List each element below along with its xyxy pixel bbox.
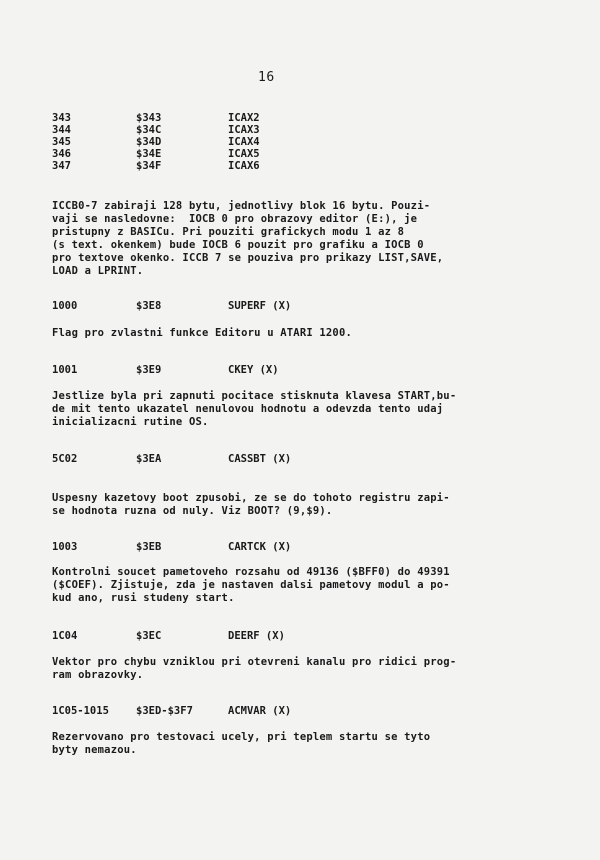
entry-name: SUPERF (X) <box>228 300 292 312</box>
entry-hex: $3E8 <box>136 300 162 312</box>
register-dec: 344 <box>52 124 71 136</box>
entry-description: Vektor pro chybu vzniklou pri otevreni kanalu pro ridici prog- ram obrazovky. <box>52 656 457 681</box>
entry-header <box>52 630 285 642</box>
entry-name: CASSBT (X) <box>228 453 292 465</box>
entry-name: DEERF (X) <box>228 630 285 642</box>
page-number: 16 <box>258 70 275 85</box>
register-row <box>52 160 260 172</box>
entry-description: Flag pro zvlastni funkce Editoru u ATARI 1200. <box>52 327 352 339</box>
register-name: ICAX3 <box>228 124 260 136</box>
entry-hex: $3EC <box>136 630 162 642</box>
entry-header <box>52 705 291 717</box>
register-row <box>52 124 260 136</box>
entry-header <box>52 300 291 312</box>
entry-dec: 5C02 <box>52 453 78 465</box>
register-hex: $34F <box>136 160 162 172</box>
entry-dec: 1C04 <box>52 630 78 642</box>
register-hex: $34D <box>136 136 162 148</box>
entry-dec: 1000 <box>52 300 78 312</box>
entry-header <box>52 541 291 553</box>
register-hex: $34C <box>136 124 162 136</box>
register-row <box>52 148 260 160</box>
register-table <box>52 112 260 172</box>
entry-header <box>52 364 279 376</box>
entry-name: ACMVAR (X) <box>228 705 292 717</box>
entry-description: Rezervovano pro testovaci ucely, pri teplem startu se tyto byty nemazou. <box>52 731 431 756</box>
register-name: ICAX5 <box>228 148 260 160</box>
entry-dec: 1001 <box>52 364 78 376</box>
entry-header <box>52 453 291 465</box>
register-name: ICAX6 <box>228 160 260 172</box>
register-dec: 345 <box>52 136 71 148</box>
entry-hex: $3EB <box>136 541 162 553</box>
register-name: ICAX4 <box>228 136 260 148</box>
entry-description: Uspesny kazetovy boot zpusobi, ze se do tohoto registru zapi- se hodnota ruzna od nuly. Viz BOOT? (9,$9). <box>52 492 450 517</box>
register-dec: 343 <box>52 112 71 124</box>
register-dec: 347 <box>52 160 71 172</box>
register-hex: $343 <box>136 112 162 124</box>
entry-hex: $3ED-$3F7 <box>136 705 193 717</box>
intro-paragraph: ICCB0-7 zabiraji 128 bytu, jednotlivy blok 16 bytu. Pouzi- vaji se nasledovne: IOCB 0 pro obrazovy editor (E:), je pristupny z BASICu. Pri pouziti grafickych modu 1 az 8 (s text. okenkem) bude IOCB 6 pouzit pro grafiku a IOCB 0 pro textove okenko. ICCB 7 se pouziva pro prikazy LIST,SAVE, LOAD a LPRINT. <box>52 200 444 277</box>
entry-dec: 1003 <box>52 541 78 553</box>
entry-hex: $3EA <box>136 453 162 465</box>
entry-description: Kontrolni soucet pametoveho rozsahu od 49136 ($BFF0) do 49391 ($COEF). Zjistuje, zda je nastaven dalsi pametovy modul a po- kud ano, rusi studeny start. <box>52 566 450 604</box>
register-hex: $34E <box>136 148 162 160</box>
entry-description: Jestlize byla pri zapnuti pocitace stisknuta klavesa START,bu- de mit tento ukazatel nenulovou hodnotu a odevzda tento udaj inicializacni rutine OS. <box>52 390 457 428</box>
entry-name: CKEY (X) <box>228 364 279 376</box>
register-name: ICAX2 <box>228 112 260 124</box>
register-row <box>52 112 260 124</box>
entry-hex: $3E9 <box>136 364 162 376</box>
entry-name: CARTCK (X) <box>228 541 292 553</box>
entry-dec: 1C05-1015 <box>52 705 109 717</box>
register-dec: 346 <box>52 148 71 160</box>
register-row <box>52 136 260 148</box>
